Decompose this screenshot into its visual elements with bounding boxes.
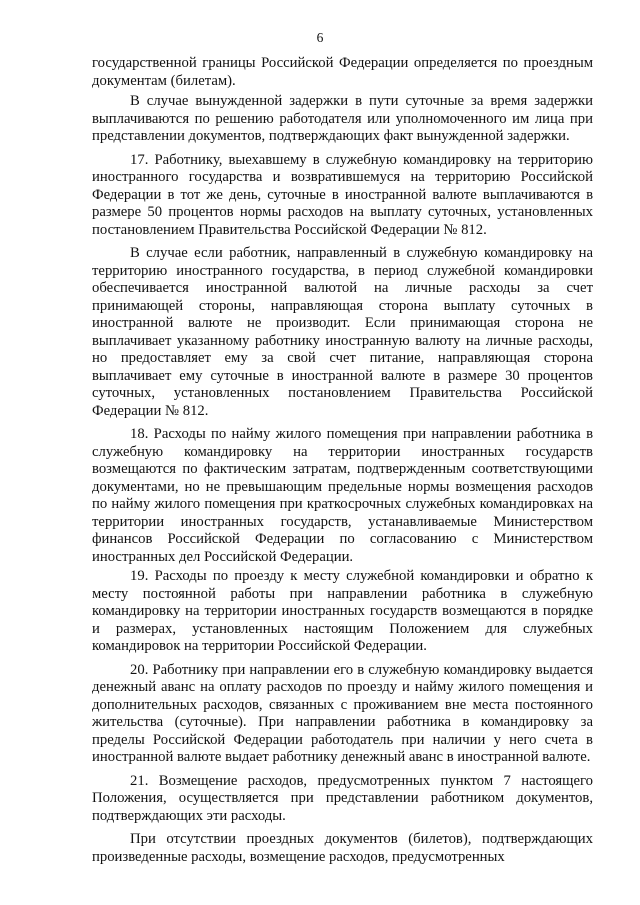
paragraph-item-21: 21. Возмещение расходов, предусмотренных пунктом 7 настоящего Положения, осуществляется при представлении работником документов, подтверждающих эти расходы. [92,772,593,824]
document-body [92,55,593,872]
paragraph-delay: В случае вынужденной задержки в пути суточные за время задержки выплачиваются по решению работодателя или уполномоченного им лица при представлении документов, подтверждающих факт вынужденной задержки. [92,93,593,144]
paragraph-item-20: 20. Работнику при направлении его в служебную командировку выдается денежный аванс на оплату расходов по проезду и найму жилого помещения и дополнительных расходов, связанных с проживанием вне места постоянного жительства (суточные). При направлении работника в командировку за пределы Российской Федерации работодатель при наличии у него счета в иностранной валюте выдает работнику денежный аванс в иностранной валюте. [92,661,593,765]
paragraph-foreign-currency: В случае если работник, направленный в служебную командировку на территорию иностранного государства, в период служебной командировки обеспечивается иностранной валютой на личные расходы за счет принимающей стороны, направляющая сторона выплату суточных в иностранной валюте не производит. Если принимающая сторона не выплачивает указанному работнику иностранную валюту на личные расходы, но предоставляет ему за свой счет питание, направляющая сторона выплачивает ему суточные в иностранной валюте в размере 30 процентов суточных, установленных постановлением Правительства Российской Федерации № 812. [92,245,593,419]
paragraph-item-19: 19. Расходы по проезду к месту служебной командировки и обратно к месту постоянной работы при направлении работника в служебную командировку на территории иностранных государств возмещаются в порядке и размерах, установленных настоящим Положением для служебных командировок на территории Российской Федерации. [92,568,593,654]
page-number: 6 [316,30,324,45]
paragraph-continuation: государственной границы Российской Федерации определяется по проездным документам (билетам). [92,55,593,89]
paragraph-missing-tickets: При отсутствии проездных документов (билетов), подтверждающих произведенные расходы, возмещение расходов, предусмотренных [92,831,593,865]
paragraph-item-18: 18. Расходы по найму жилого помещения при направлении работника в служебную командировку на территории иностранных государств возмещаются по фактическим затратам, подтвержденным соответствующими документами, но не превышающим предельные нормы возмещения расходов по найму жилого помещения при краткосрочных служебных командировках на территории иностранных государств, устанавливаемые Министерством финансов Российской Федерации по согласованию с Министерством иностранных дел Российской Федерации. [92,426,593,565]
paragraph-item-17: 17. Работнику, выехавшему в служебную командировку на территорию иностранного государства и возвратившемуся на территорию Российской Федерации в тот же день, суточные в иностранной валюте выплачиваются в размере 50 процентов нормы расходов на выплату суточных, установленных постановлением Правительства Российской Федерации № 812. [92,151,593,238]
